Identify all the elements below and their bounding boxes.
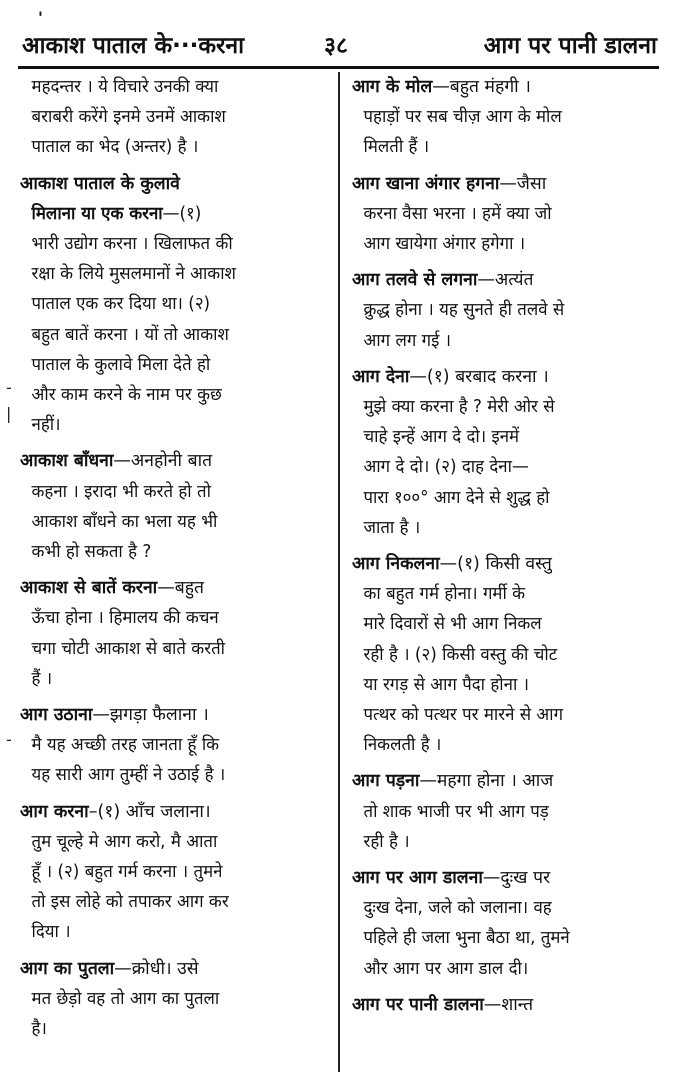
definition-text: कभी हो सकता है ?: [31, 542, 152, 563]
definition-text: और आग पर आग डाल दी।: [363, 958, 529, 979]
definition-text: बराबरी करेंगे इनमे उनमें आकाश: [31, 107, 226, 128]
headword: आग तलवे से लगना: [352, 270, 478, 291]
entry-line: [352, 579, 636, 609]
definition-text: पाताल के कुलावे मिला देते हो: [31, 354, 211, 375]
margin-tick: -: [6, 378, 12, 397]
entry-line: [20, 259, 310, 289]
definition-start: —(१) किसी वस्तु: [439, 554, 552, 575]
headword: आग पर आग डालना: [352, 868, 483, 889]
entry-line: [20, 984, 310, 1014]
definition-text: रही है । (२) किसी वस्तु की चोट: [363, 644, 558, 665]
entry-line: [20, 730, 310, 760]
definition-text: आग खायेगा अंगार हगेगा ।: [363, 234, 526, 255]
definition-text: करना वैसा भरना । हमें क्या जो: [363, 203, 552, 224]
definition-start: —बहुत मंहगी ।: [432, 77, 531, 97]
entry-line: [20, 289, 310, 319]
definition-start: —क्रोधी। उसे: [114, 958, 199, 979]
dictionary-entry: [352, 549, 648, 760]
definition-text: आकाश बाँधने का भला यह भी: [31, 511, 218, 532]
entry-line: [20, 446, 322, 476]
entry-line: [20, 700, 322, 730]
dictionary-entry: [352, 863, 648, 984]
dictionary-entry: [352, 72, 648, 163]
definition-text: जाता है ।: [363, 517, 421, 538]
entry-line: [20, 954, 322, 984]
definition-text: तुम चूल्हे मे आग करो, मै आता: [31, 831, 218, 852]
header-right-guideword: आग पर पानी डालना: [483, 33, 657, 59]
definition-text: रक्षा के लिये मुसलमानों ने आकाश: [31, 264, 236, 285]
definition-text: हैं ।: [31, 668, 53, 689]
definition-text: पहिले ही जला भुना बैठा था, तुमने: [363, 928, 570, 949]
headword: आग उठाना: [20, 705, 93, 726]
page-number: ३८: [324, 33, 348, 59]
headword: आग निकलना: [352, 554, 440, 575]
dictionary-entry: [20, 700, 322, 791]
column-divider: [338, 72, 340, 1072]
left-column: [20, 72, 322, 1050]
definition-text: का बहुत गर्म होना। गर्मी के: [363, 584, 526, 605]
entry-line: [352, 700, 636, 730]
entry-line: [352, 670, 636, 700]
definition-start: —महगा होना । आज: [419, 771, 554, 792]
entry-line: [20, 169, 322, 199]
definition-text: दिया ।: [31, 922, 71, 943]
entry-line: [20, 573, 322, 603]
headword: आग खाना अंगार हगना: [352, 173, 500, 194]
entry-line: [352, 640, 636, 670]
definition-text: मारे दिवारों से भी आग निकल: [363, 614, 542, 635]
headword: आग के मोल: [352, 77, 433, 97]
dictionary-entry: [20, 797, 322, 948]
dictionary-entry: [352, 362, 648, 543]
entry-line: [20, 350, 310, 380]
dictionary-entry: [20, 446, 322, 567]
definition-start: —(१) बरबाद करना ।: [409, 366, 549, 387]
definition-text: पत्थर को पत्थर पर मारने से आग: [363, 705, 564, 726]
definition-text: रही है ।: [363, 831, 410, 852]
dictionary-entry: [352, 990, 648, 1020]
entry-line: [352, 730, 636, 760]
headword: आग पड़ना: [352, 771, 420, 792]
definition-text: बहुत बातें करना । यों तो आकाश: [31, 324, 229, 345]
definition-text: पारा १००° आग देने से शुद्ध हो: [363, 487, 550, 508]
entry-line: [20, 917, 310, 947]
entry-line: [352, 513, 636, 543]
entry-line: [352, 326, 636, 356]
right-column: [352, 72, 648, 1026]
definition-text: निकलती है ।: [363, 735, 442, 756]
entry-line: [20, 72, 310, 102]
entry-line: [352, 827, 636, 857]
definition-text: पाताल का भेद (अन्तर) है ।: [31, 137, 199, 158]
definition-text: मुझे क्या करना है ? मेरी ओर से: [363, 397, 555, 418]
headword: आकाश से बातें करना: [20, 578, 158, 599]
entry-line: [20, 380, 310, 410]
entry-line: [20, 102, 310, 132]
headword: आकाश बाँधना: [20, 451, 114, 472]
definition-text: है।: [31, 1019, 47, 1040]
entry-line: [352, 422, 636, 452]
dictionary-entry: [20, 954, 322, 1045]
entry-line: [20, 760, 310, 790]
definition-text: या रगड़ से आग पैदा होना ।: [363, 674, 529, 695]
entry-line: [20, 320, 310, 350]
dictionary-entry: [20, 573, 322, 694]
dictionary-entry: [352, 766, 648, 857]
entry-line: [352, 265, 648, 295]
entry-line: [352, 295, 636, 325]
definition-text: पाताल एक कर दिया था। (२): [31, 294, 211, 315]
definition-text: महदन्तर । ये विचारे उनकी क्या: [31, 77, 219, 97]
entry-line: [352, 797, 636, 827]
entry-line: [20, 634, 310, 664]
entry-line: [352, 954, 636, 984]
headword: मिलाना या एक करना: [31, 203, 163, 224]
dictionary-entry: [352, 169, 648, 260]
definition-start: –(१) आँच जलाना।: [88, 801, 211, 822]
entry-line: [352, 893, 636, 923]
entry-line: [20, 1014, 310, 1044]
entry-line: [352, 609, 636, 639]
entry-line: [352, 132, 636, 162]
headword: आग करना: [20, 801, 89, 822]
definition-start: —शान्त: [483, 994, 534, 1015]
entry-line: [20, 797, 322, 827]
headword: आकाश पाताल के कुलावे: [20, 173, 180, 194]
entry-line: [20, 477, 310, 507]
entry-line: [352, 483, 636, 513]
entry-line: [352, 863, 648, 893]
definition-text: आग लग गई ।: [363, 330, 452, 351]
headword: आग पर पानी डालना: [352, 994, 484, 1015]
definition-start: —(१): [162, 203, 202, 224]
entry-line: [20, 827, 310, 857]
corner-mark: ': [38, 8, 43, 27]
entry-line: [20, 410, 310, 440]
definition-text: आग दे दो। (२) दाह देना—: [363, 457, 529, 478]
margin-tick: -: [6, 730, 12, 749]
definition-text: यह सारी आग तुम्हीं ने उठाई है ।: [31, 765, 226, 786]
definition-start: —दुःख पर: [482, 868, 551, 889]
definition-text: मत छेड़ो वह तो आग का पुतला: [31, 988, 220, 1009]
dictionary-entry: [20, 169, 322, 441]
definition-text: मिलती हैं ।: [363, 137, 430, 158]
dictionary-entry: [352, 265, 648, 356]
definition-text: कहना । इरादा भी करते हो तो: [31, 481, 211, 502]
entry-line: [20, 537, 310, 567]
entry-line: [20, 507, 310, 537]
definition-start: —अत्यंत: [477, 270, 534, 291]
definition-text: चगा चोटी आकाश से बाते करती: [31, 638, 226, 659]
entry-line: [20, 199, 310, 229]
entry-line: [352, 102, 636, 132]
definition-text: तो इस लोहे को तपाकर आग कर: [31, 892, 229, 913]
definition-text: पहाड़ों पर सब चीज़ आग के मोल: [363, 107, 562, 128]
definition-start: —जैसा: [499, 173, 547, 194]
definition-start: —बहुत: [157, 578, 204, 599]
entry-line: [352, 362, 648, 392]
entry-line: [352, 229, 636, 259]
definition-text: हूँ । (२) बहुत गर्म करना । तुमने: [31, 862, 223, 883]
definition-text: नहीं।: [31, 415, 61, 436]
entry-line: [20, 857, 310, 887]
definition-text: क्रुद्ध होना । यह सुनते ही तलवे से: [363, 300, 565, 321]
entry-line: [20, 229, 310, 259]
entry-line: [352, 549, 648, 579]
definition-text: चाहे इन्हें आग दे दो। इनमें: [363, 427, 520, 448]
margin-tick: |: [6, 404, 12, 423]
entry-line: [20, 603, 310, 633]
entry-line: [352, 392, 636, 422]
entry-line: [352, 72, 648, 102]
entry-line: [20, 132, 310, 162]
definition-text: तो शाक भाजी पर भी आग पड़: [363, 801, 549, 822]
entry-line: [20, 664, 310, 694]
entry-line: [352, 990, 648, 1020]
definition-start: —अनहोनी बात: [113, 451, 213, 472]
definition-text: ऊँचा होना । हिमालय की कचन: [31, 608, 219, 629]
definition-start: —झगड़ा फैलाना ।: [92, 705, 209, 726]
header-left-guideword: आकाश पाताल के···करना: [22, 33, 245, 59]
running-header: [22, 28, 657, 64]
headword: आग देना: [352, 366, 410, 387]
dictionary-entry: [20, 72, 322, 163]
definition-text: भारी उद्योग करना । खिलाफत की: [31, 234, 233, 255]
entry-line: [352, 923, 636, 953]
entry-line: [20, 887, 310, 917]
definition-text: और काम करने के नाम पर कुछ: [31, 385, 222, 406]
definition-text: मै यह अच्छी तरह जानता हूँ कि: [31, 735, 220, 756]
entry-line: [352, 199, 636, 229]
header-rule: [18, 66, 659, 69]
entry-line: [352, 169, 648, 199]
entry-line: [352, 766, 648, 796]
entry-line: [352, 452, 636, 482]
definition-text: दुःख देना, जले को जलाना। वह: [363, 898, 552, 919]
headword: आग का पुतला: [20, 958, 115, 979]
